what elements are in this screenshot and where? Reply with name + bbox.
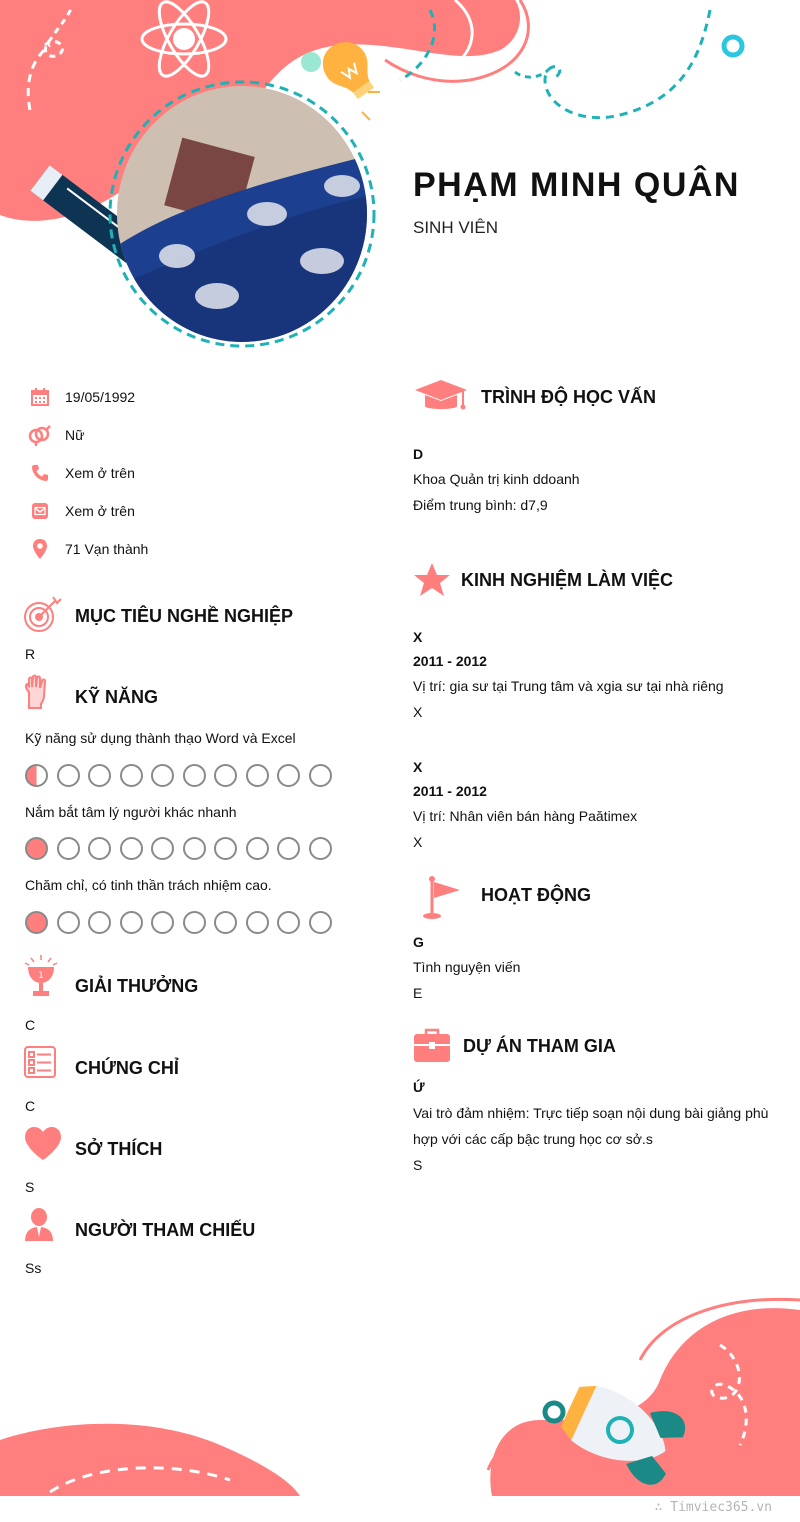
rating-dot — [25, 837, 48, 860]
references-text: Ss — [25, 1260, 42, 1276]
skill-name: Nắm bắt tâm lý người khác nhanh — [25, 804, 237, 820]
rating-dot — [214, 837, 237, 860]
hobbies-title: SỞ THÍCH — [75, 1139, 163, 1159]
rating-dot — [88, 911, 111, 934]
skill-rating — [25, 837, 340, 860]
rating-dot — [246, 837, 269, 860]
experience-period: 2011 - 2012 — [413, 783, 487, 799]
contact-address-text: 71 Vạn thành — [65, 541, 149, 557]
rating-dot — [88, 764, 111, 787]
projects-role-line: hợp với các cấp bậc trung học cơ sở.s — [413, 1131, 653, 1147]
star-icon — [413, 562, 453, 602]
rating-dot — [277, 837, 300, 860]
site-watermark: ∴ Timviec365.vn — [654, 1500, 772, 1515]
target-icon — [23, 595, 63, 635]
experience-desc: X — [413, 704, 423, 720]
profile-photo — [117, 86, 367, 342]
projects-title: DỰ ÁN THAM GIA — [463, 1036, 616, 1056]
certificate-icon — [23, 1045, 63, 1085]
rating-dot — [309, 911, 332, 934]
rating-dot — [183, 911, 206, 934]
contact-gender — [28, 423, 85, 447]
briefcase-icon — [413, 1028, 453, 1068]
awards-text: C — [25, 1017, 36, 1033]
svg-text:1: 1 — [38, 971, 44, 981]
skill-name: Chăm chỉ, có tinh thần trách nhiệm cao. — [25, 877, 272, 893]
rating-dot — [246, 764, 269, 787]
objective-title: MỤC TIÊU NGHỀ NGHIỆP — [75, 606, 294, 626]
candidate-name: PHẠM MINH QUÂN — [413, 166, 740, 204]
projects-desc: S — [413, 1157, 423, 1173]
rating-dot — [88, 837, 111, 860]
rating-dot — [309, 764, 332, 787]
calendar-icon — [28, 385, 52, 409]
rating-dot — [57, 837, 80, 860]
experience-position: Vị trí: Nhân viên bán hàng Paătimex — [413, 808, 638, 824]
rating-dot — [25, 764, 48, 787]
contact-birthday — [28, 385, 136, 409]
rating-dot — [151, 837, 174, 860]
education-title: TRÌNH ĐỘ HỌC VẤN — [481, 387, 656, 407]
contact-address — [28, 537, 149, 561]
education-gpa: Điểm trung bình: d7,9 — [413, 497, 548, 513]
phone-icon — [28, 461, 52, 485]
rating-dot — [151, 764, 174, 787]
email-icon — [28, 499, 52, 523]
candidate-role: SINH VIÊN — [413, 218, 499, 237]
rating-dot — [183, 837, 206, 860]
location-icon — [28, 537, 52, 561]
trophy-icon — [23, 955, 63, 995]
objective-text: R — [25, 646, 36, 662]
rating-dot — [120, 837, 143, 860]
skill-rating — [25, 911, 340, 934]
graduation-cap-icon — [413, 378, 469, 418]
experience-desc: X — [413, 834, 423, 850]
contact-email — [28, 499, 135, 523]
rating-dot — [120, 911, 143, 934]
experience-company: X — [413, 759, 423, 775]
rating-dot — [57, 911, 80, 934]
contact-phone — [28, 461, 135, 485]
gender-icon — [28, 423, 52, 447]
contact-email-text: Xem ở trên — [65, 503, 135, 519]
references-title: NGƯỜI THAM CHIẾU — [75, 1220, 256, 1240]
skills-title: KỸ NĂNG — [75, 687, 159, 707]
rating-dot — [151, 911, 174, 934]
rating-dot — [120, 764, 143, 787]
certificates-title: CHỨNG CHỈ — [75, 1058, 179, 1078]
awards-title: GIẢI THƯỞNG — [75, 976, 199, 996]
activities-title: HOẠT ĐỘNG — [481, 885, 591, 905]
projects-role-line: Vai trò đảm nhiệm: Trực tiếp soạn nội dung bài giảng phù — [413, 1105, 769, 1121]
rating-dot — [183, 764, 206, 787]
projects-name: Ứ — [413, 1079, 425, 1095]
heart-icon — [23, 1126, 63, 1166]
contact-gender-text: Nữ — [65, 427, 85, 443]
contact-birthday-text: 19/05/1992 — [65, 389, 136, 405]
skill-name: Kỹ năng sử dụng thành thạo Word và Excel — [25, 730, 296, 746]
rating-dot — [277, 911, 300, 934]
hand-icon — [23, 674, 63, 714]
education-major: Khoa Quản trị kinh ddoanh — [413, 471, 580, 487]
flag-icon — [413, 874, 463, 920]
experience-period: 2011 - 2012 — [413, 653, 487, 669]
rating-dot — [214, 911, 237, 934]
rating-dot — [277, 764, 300, 787]
rating-dot — [25, 911, 48, 934]
experience-company: X — [413, 629, 423, 645]
experience-position: Vị trí: gia sư tại Trung tâm và xgia sư tại nhà riêng — [413, 678, 724, 694]
contact-phone-text: Xem ở trên — [65, 465, 135, 481]
rating-dot — [246, 911, 269, 934]
hobbies-text: S — [25, 1179, 35, 1195]
activities-role: Tình nguyện viến — [413, 959, 521, 975]
experience-title: KINH NGHIỆM LÀM VIỆC — [461, 570, 674, 590]
education-school: D — [413, 446, 424, 462]
rating-dot — [214, 764, 237, 787]
activities-org: G — [413, 934, 424, 950]
skill-rating — [25, 764, 340, 787]
rating-dot — [309, 837, 332, 860]
rating-dot — [57, 764, 80, 787]
activities-desc: E — [413, 985, 423, 1001]
person-icon — [23, 1207, 63, 1247]
certificates-text: C — [25, 1098, 36, 1114]
